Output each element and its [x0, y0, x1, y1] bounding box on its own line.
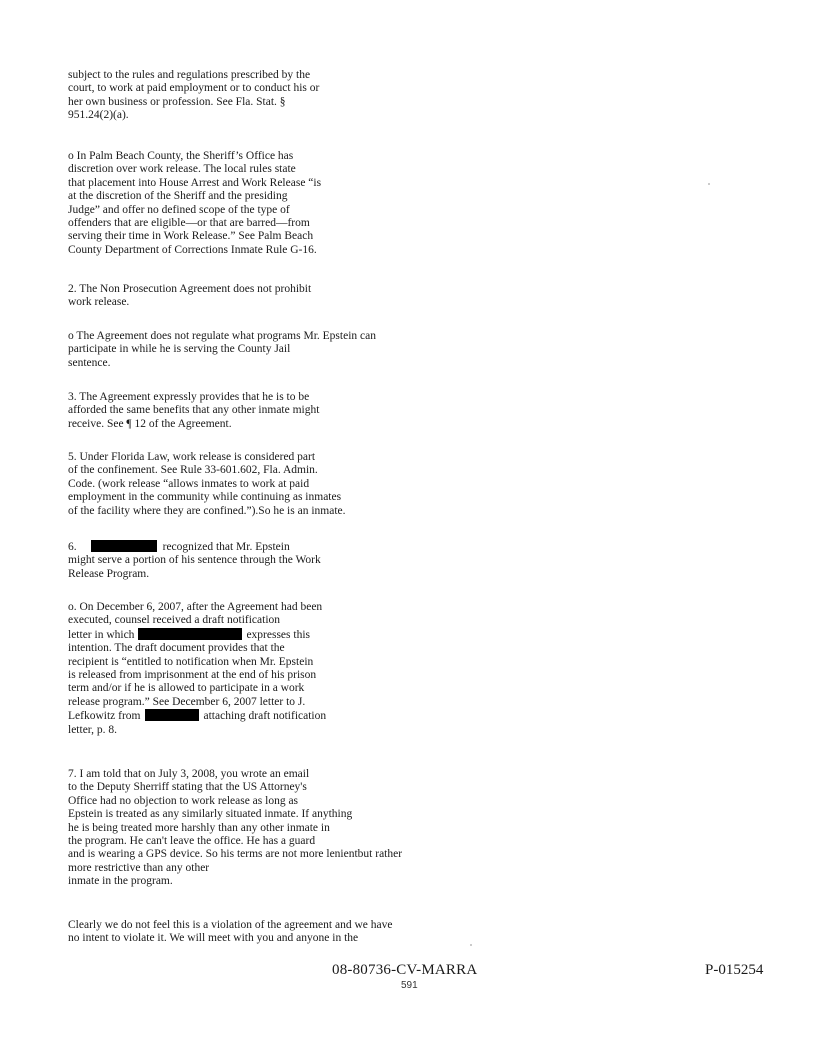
- text-line: offenders that are eligible—or that are barred—from: [68, 217, 310, 230]
- paragraph-6: [68, 451, 346, 518]
- text-line: Clearly we do not feel this is a violation of the agreement and we have: [68, 919, 393, 931]
- text-line: 2. The Non Prosecution Agreement does not prohibit: [68, 283, 312, 295]
- text-line: of the confinement. See Rule 33-601.602, Fla. Admin.: [68, 464, 318, 477]
- text-line: 5. Under Florida Law, work release is considered part: [68, 451, 316, 463]
- text-line: subject to the rules and regulations prescribed by the: [68, 69, 311, 81]
- page-number: 591: [401, 980, 418, 991]
- text-line: at the discretion of the Sheriff and the presiding: [68, 190, 288, 203]
- text-line: recipient is “entitled to notification when Mr. Epstein: [68, 655, 314, 668]
- text-line: might serve a portion of his sentence through the Work: [68, 554, 321, 567]
- text-line: work release.: [68, 296, 130, 309]
- bates-number: P-015254: [705, 962, 764, 978]
- paragraph-1: [68, 69, 319, 123]
- redaction-bar: [145, 709, 199, 721]
- text-line: Office had no objection to work release as long as: [68, 794, 299, 807]
- text-line: o The Agreement does not regulate what programs Mr. Epstein can: [68, 330, 376, 342]
- paragraph-7: [68, 540, 321, 581]
- text-line: Code. (work release “allows inmates to work at paid: [68, 477, 310, 490]
- line-text-after-redaction: recognized that Mr. Epstein: [162, 541, 290, 553]
- text-line: to the Deputy Sherriff stating that the US Attorney's: [68, 781, 307, 794]
- text-line: o In Palm Beach County, the Sheriff’s Office has: [68, 150, 294, 162]
- text-line: afforded the same benefits that any other inmate might: [68, 404, 320, 417]
- text-line: sentence.: [68, 356, 111, 369]
- text-line: release program.” See December 6, 2007 letter to J.: [68, 695, 306, 708]
- text-line: Release Program.: [68, 567, 150, 580]
- paragraph-4: [68, 330, 376, 370]
- text-line: of the facility where they are confined.”).So he is an inmate.: [68, 504, 346, 517]
- scan-speck: [708, 183, 710, 185]
- text-line: is released from imprisonment at the end of his prison: [68, 669, 317, 682]
- text-line: executed, counsel received a draft notification: [68, 614, 281, 627]
- paragraph-5: [68, 391, 319, 431]
- case-number: 08-80736-CV-MARRA: [332, 962, 478, 978]
- text-line: employment in the community while continuing as inmates: [68, 491, 342, 504]
- text-line: participate in while he is serving the County Jail: [68, 343, 291, 356]
- scan-speck: [470, 944, 472, 946]
- line-text-before-redaction: 6.: [68, 541, 77, 553]
- redaction-bar: [91, 540, 157, 552]
- text-line: 951.24(2)(a).: [68, 109, 129, 122]
- text-line: o. On December 6, 2007, after the Agreement had been: [68, 601, 323, 613]
- text-line: the program. He can't leave the office. He has a guard: [68, 835, 316, 848]
- text-line: [68, 709, 326, 723]
- text-line: Epstein is treated as any similarly situated inmate. If anything: [68, 808, 353, 821]
- text-line: inmate in the program.: [68, 875, 173, 888]
- text-line: more restrictive than any other: [68, 861, 210, 874]
- line-text-after-redaction: expresses this: [246, 628, 310, 641]
- text-line: 3. The Agreement expressly provides that he is to be: [68, 391, 310, 403]
- text-line: receive. See ¶ 12 of the Agreement.: [68, 417, 232, 430]
- text-line: that placement into House Arrest and Work Release “is: [68, 176, 322, 189]
- text-line: County Department of Corrections Inmate Rule G-16.: [68, 243, 317, 256]
- redaction-bar: [138, 628, 242, 640]
- text-line: and is wearing a GPS device. So his terms are not more lenientbut rather: [68, 848, 403, 861]
- text-line: 7. I am told that on July 3, 2008, you wrote an email: [68, 768, 310, 780]
- text-line: [68, 628, 326, 642]
- text-line: her own business or profession. See Fla. Stat. §: [68, 95, 286, 108]
- text-line: court, to work at paid employment or to conduct his or: [68, 82, 320, 95]
- text-line: no intent to violate it. We will meet with you and anyone in the: [68, 932, 359, 945]
- text-line: letter, p. 8.: [68, 723, 118, 736]
- text-line: discretion over work release. The local rules state: [68, 163, 296, 176]
- text-line: intention. The draft document provides that the: [68, 642, 285, 655]
- paragraph-8: [68, 601, 326, 737]
- text-line: [68, 540, 321, 554]
- paragraph-3: [68, 283, 311, 310]
- paragraph-2: [68, 150, 321, 257]
- text-line: serving their time in Work Release.” See Palm Beach: [68, 230, 314, 243]
- text-line: term and/or if he is allowed to participate in a work: [68, 682, 305, 695]
- line-text-after-redaction: attaching draft notification: [203, 710, 327, 723]
- paragraph-9: [68, 768, 402, 889]
- line-text-before-redaction: letter in which: [68, 628, 135, 641]
- text-line: he is being treated more harshly than any other inmate in: [68, 821, 330, 834]
- paragraph-10: [68, 919, 392, 946]
- text-line: Judge” and offer no defined scope of the type of: [68, 203, 290, 216]
- line-text-before-redaction: Lefkowitz from: [68, 710, 141, 723]
